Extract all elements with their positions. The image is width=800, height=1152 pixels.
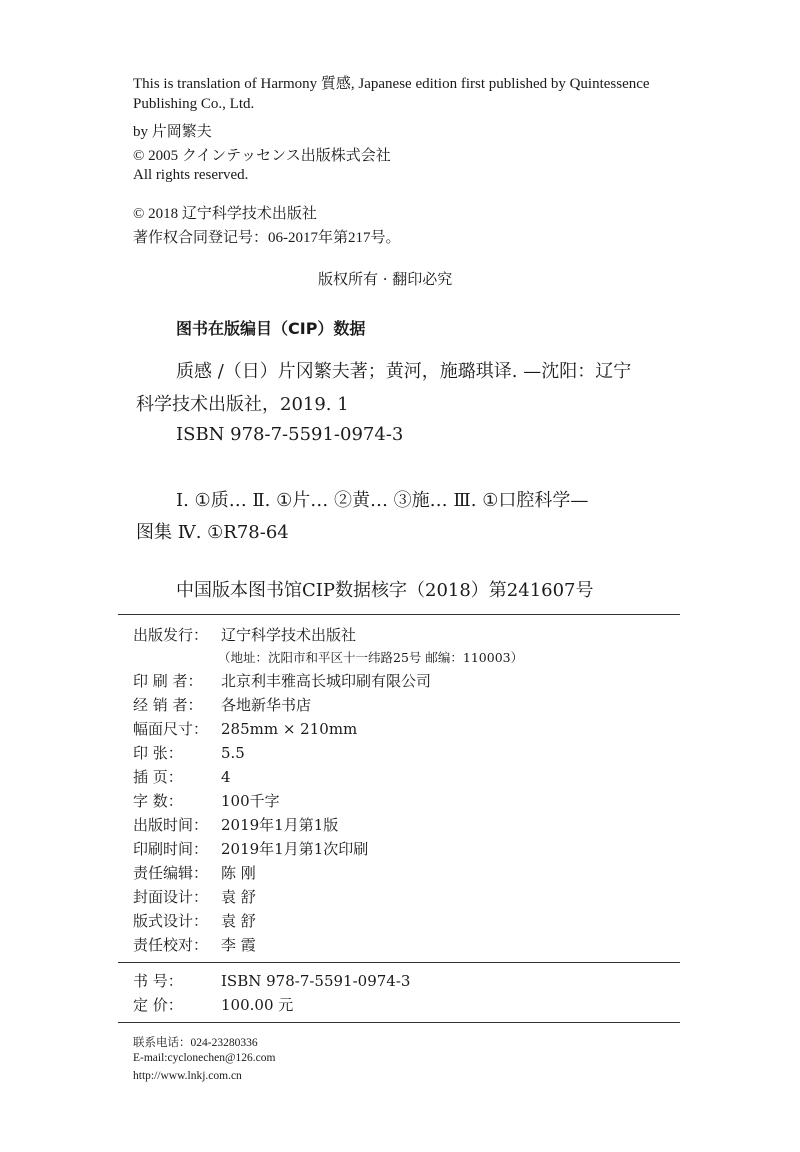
cip-line-2: 科学技术出版社，2019. 1 bbox=[136, 394, 349, 415]
pubtime-label: 出版时间： bbox=[133, 816, 209, 834]
layout-label: 版式设计： bbox=[133, 912, 209, 930]
row-cover-design bbox=[133, 886, 256, 907]
copyright-line-1: This is translation of Harmony 質感, Japanese edition first published by Quintessence bbox=[133, 76, 650, 92]
divider-middle bbox=[118, 962, 680, 963]
rights-reserved: 版权所有 · 翻印必究 bbox=[318, 270, 453, 288]
cover-value: 袁 舒 bbox=[221, 888, 256, 906]
book-number-value: ISBN 978-7-5591-0974-3 bbox=[221, 972, 411, 990]
contact-email: E-mail:cyclonechen@126.com bbox=[133, 1052, 276, 1064]
row-layout-design bbox=[133, 910, 256, 931]
price-value: 100.00 元 bbox=[221, 996, 294, 1014]
price-label: 定 价： bbox=[133, 996, 183, 1014]
row-book-number bbox=[133, 970, 410, 991]
printer-value: 北京利丰雅高长城印刷有限公司 bbox=[221, 672, 432, 690]
cip-isbn: ISBN 978-7-5591-0974-3 bbox=[176, 424, 404, 445]
layout-value: 袁 舒 bbox=[221, 912, 256, 930]
proof-label: 责任校对： bbox=[133, 936, 209, 954]
sheets-label: 印 张： bbox=[133, 744, 183, 762]
proof-value: 李 霞 bbox=[221, 936, 256, 954]
row-inserts bbox=[133, 766, 231, 787]
row-distributor bbox=[133, 694, 311, 715]
cip-line-1: 质感 /（日）片冈繁夫著；黄河，施璐琪译. —沈阳：辽宁 bbox=[176, 361, 632, 382]
publisher-label: 出版发行： bbox=[133, 626, 209, 644]
copyright-line-2: Publishing Co., Ltd. bbox=[133, 96, 255, 112]
editor-label: 责任编辑： bbox=[133, 864, 209, 882]
copyright-line-5: All rights reserved. bbox=[133, 167, 249, 183]
row-publisher bbox=[133, 624, 356, 645]
cover-label: 封面设计： bbox=[133, 888, 209, 906]
contact-website: http://www.lnkj.com.cn bbox=[133, 1070, 242, 1082]
cip-heading: 图书在版编目（CIP）数据 bbox=[176, 319, 366, 338]
inserts-value: 4 bbox=[221, 768, 231, 786]
cip-classification-2: 图集 Ⅳ. ①R78-64 bbox=[136, 522, 289, 543]
words-label: 字 数： bbox=[133, 792, 183, 810]
row-size bbox=[133, 718, 357, 739]
cip-number: 中国版本图书馆CIP数据核字（2018）第241607号 bbox=[176, 580, 594, 601]
divider-top bbox=[118, 614, 680, 615]
row-proofreader bbox=[133, 934, 256, 955]
copyright-line-7: 著作权合同登记号：06-2017年第217号。 bbox=[133, 230, 401, 246]
publisher-address: （地址：沈阳市和平区十一纬路25号 邮编：110003） bbox=[218, 650, 524, 665]
row-editor bbox=[133, 862, 256, 883]
printtime-value: 2019年1月第1次印刷 bbox=[221, 840, 369, 858]
printtime-label: 印刷时间： bbox=[133, 840, 209, 858]
contact-phone: 联系电话：024-23280336 bbox=[133, 1037, 258, 1049]
size-label: 幅面尺寸： bbox=[133, 720, 209, 738]
row-printer bbox=[133, 670, 431, 691]
divider-bottom bbox=[118, 1022, 680, 1023]
words-value: 100千字 bbox=[221, 792, 280, 810]
row-pubtime bbox=[133, 814, 338, 835]
copyright-line-3: by 片岡繁夫 bbox=[133, 124, 212, 140]
size-value: 285mm × 210mm bbox=[221, 720, 358, 738]
sheets-value: 5.5 bbox=[221, 744, 245, 762]
row-printtime bbox=[133, 838, 368, 859]
row-sheets bbox=[133, 742, 245, 763]
book-number-label: 书 号： bbox=[133, 972, 183, 990]
pubtime-value: 2019年1月第1版 bbox=[221, 816, 339, 834]
editor-value: 陈 刚 bbox=[221, 864, 256, 882]
copyright-line-6: © 2018 辽宁科学技术出版社 bbox=[133, 206, 317, 222]
publisher-value: 辽宁科学技术出版社 bbox=[221, 626, 357, 644]
row-words bbox=[133, 790, 280, 811]
row-price bbox=[133, 994, 293, 1015]
cip-classification-1: Ⅰ. ①质… Ⅱ. ①片… ②黄… ③施… Ⅲ. ①口腔科学— bbox=[176, 490, 589, 511]
distributor-label: 经 销 者： bbox=[133, 696, 203, 714]
copyright-line-4: © 2005 クインテッセンス出版株式会社 bbox=[133, 148, 391, 164]
inserts-label: 插 页： bbox=[133, 768, 183, 786]
printer-label: 印 刷 者： bbox=[133, 672, 203, 690]
distributor-value: 各地新华书店 bbox=[221, 696, 312, 714]
